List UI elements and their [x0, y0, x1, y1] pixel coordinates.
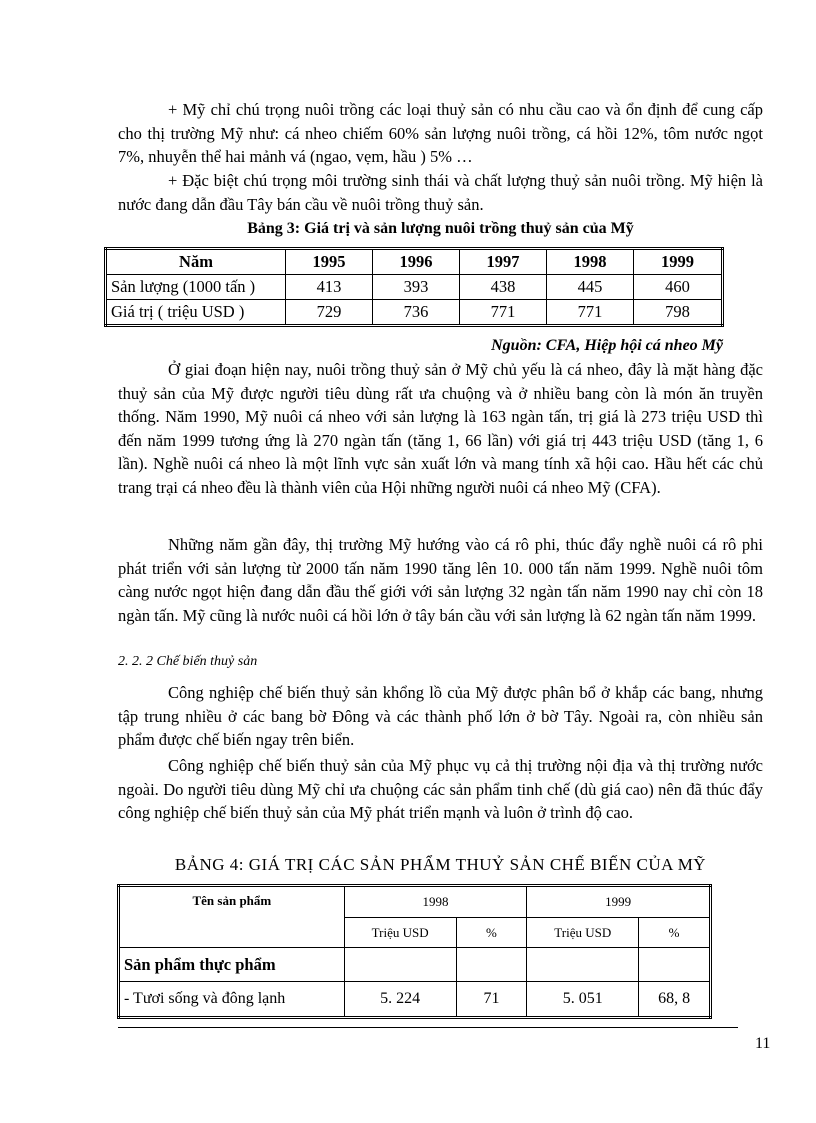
table4-caption: BẢNG 4: GIÁ TRỊ CÁC SẢN PHẨM THUỶ SẢN CHẾ BIẾN CỦA MỸ: [174, 855, 707, 874]
table3-caption: Bảng 3: Giá trị và sản lượng nuôi trồng thuỷ sản của Mỹ: [247, 220, 634, 237]
table3-source: Nguồn: CFA, Hiệp hội cá nheo Mỹ: [491, 337, 723, 354]
table4-unit: Triệu USD: [527, 918, 639, 948]
table4-header-row: [119, 886, 711, 918]
table3-header-cell: 1997: [459, 249, 546, 275]
table3-cell: 736: [372, 300, 459, 326]
table3-row-label: Giá trị ( triệu USD ): [106, 300, 286, 326]
table4-cell: 5. 051: [527, 982, 639, 1018]
paragraph-2: + Đặc biệt chú trọng môi trường sinh thái và chất lượng thuỷ sản nuôi trồng. Mỹ hiện là nước đang dẫn đầu Tây bán cầu về nuôi trồng thuỷ sản.: [118, 171, 763, 214]
table3-cell: 460: [633, 275, 722, 300]
table4-group-row: [119, 948, 711, 982]
table4-empty-cell: [639, 948, 711, 982]
paragraph-6: Công nghiệp chế biến thuỷ sản của Mỹ phục vụ cả thị trường nội địa và thị trường nước ngoài. Do người tiêu dùng Mỹ chỉ ưa chuộng các sản phẩm tinh chế (dù giá cao) nên đã thúc đẩy công nghiệp chế biến thuỷ sản của Mỹ phát triển mạnh và luôn ở trình độ cao.: [118, 756, 763, 822]
table4-cell: 68, 8: [639, 982, 711, 1018]
page-number: 11: [755, 1035, 771, 1052]
table3-cell: 798: [633, 300, 722, 326]
table3-cell: 771: [546, 300, 633, 326]
table3-cell: 413: [286, 275, 373, 300]
table4-pct: %: [456, 918, 527, 948]
table3-header-cell: Năm: [106, 249, 286, 275]
table4-year-1998: 1998: [344, 886, 527, 918]
table4-unit: Triệu USD: [344, 918, 456, 948]
table3-cell: 393: [372, 275, 459, 300]
paragraph-3: Ở giai đoạn hiện nay, nuôi trồng thuỷ sản ở Mỹ chủ yếu là cá nheo, đây là mặt hàng đặc thuỷ sản của Mỹ được người tiêu dùng rất ưa chuộng và ở nhiều bang còn là món ăn truyền thống. Năm 1990, Mỹ nuôi cá nheo với sản lượng là 163 ngàn tấn, trị giá là 273 triệu USD thì đến năm 1999 tương ứng là 270 ngàn tấn (tăng 1, 66 lần) với giá trị 443 triệu USD (tăng 1, 6 lần). Nghề nuôi cá nheo là một lĩnh vực sản xuất lớn và mang tính xã hội cao. Hầu hết các chủ trang trại cá nheo đều là thành viên của Hội những người nuôi cá nheo Mỹ (CFA).: [118, 360, 763, 497]
table3-cell: 729: [286, 300, 373, 326]
table3-cell: 771: [459, 300, 546, 326]
table4-cell: 5. 224: [344, 982, 456, 1018]
table-3: [104, 247, 724, 327]
table3-row: [106, 275, 723, 300]
table3-header-cell: 1999: [633, 249, 722, 275]
table4-empty-cell: [456, 948, 527, 982]
table3-cell: 445: [546, 275, 633, 300]
table4-row-label: - Tươi sống và đông lạnh: [119, 982, 345, 1018]
paragraph-1: + Mỹ chỉ chú trọng nuôi trồng các loại thuỷ sản có nhu cầu cao và ổn định để cung cấp cho thị trường Mỹ như: cá nheo chiếm 60% sản lượng nuôi trồng, cá hồi 12%, tôm nước ngọt 7%, nhuyễn thể hai mảnh vá (ngao, vẹm, hầu ) 5% …: [118, 100, 763, 166]
section-heading: 2. 2. 2 Chế biến thuỷ sản: [118, 654, 258, 669]
table4-year-1999: 1999: [527, 886, 711, 918]
footer-rule: [118, 1027, 738, 1028]
table4-group-label: Sản phẩm thực phẩm: [119, 948, 345, 982]
table3-header-cell: 1996: [372, 249, 459, 275]
table3-row-label: Sản lượng (1000 tấn ): [106, 275, 286, 300]
table3-header-row: [106, 249, 723, 275]
table3-header-cell: 1995: [286, 249, 373, 275]
table-4: [117, 884, 712, 1019]
paragraph-4: Những năm gần đây, thị trường Mỹ hướng vào cá rô phi, thúc đẩy nghề nuôi cá rô phi phát triển với sản lượng từ 2000 tấn năm 1990 tăng lên 10. 000 tấn năm 1999. Nghề nuôi tôm càng nước ngọt hiện đang dẫn đầu thế giới với sản lượng 32 ngàn tấn năm 1990 nay chỉ còn 18 ngàn tấn. Mỹ cũng là nước nuôi cá hồi lớn ở tây bán cầu với sản lượng là 62 ngàn tấn năm 1999.: [118, 535, 763, 625]
table4-cell: 71: [456, 982, 527, 1018]
table4-pct: %: [639, 918, 711, 948]
paragraph-5: Công nghiệp chế biến thuỷ sản khổng lồ của Mỹ được phân bổ ở khắp các bang, nhưng tập trung nhiều ở các bang bờ Đông và các thành phố lớn ở bờ Tây. Ngoài ra, còn nhiều sản phẩm được chế biến ngay trên biển.: [118, 683, 763, 749]
table3-cell: 438: [459, 275, 546, 300]
table4-row: [119, 982, 711, 1018]
table3-row: [106, 300, 723, 326]
table4-empty-cell: [344, 948, 456, 982]
table4-empty-cell: [527, 948, 639, 982]
table3-header-cell: 1998: [546, 249, 633, 275]
table4-col-name: Tên sản phẩm: [119, 886, 345, 948]
